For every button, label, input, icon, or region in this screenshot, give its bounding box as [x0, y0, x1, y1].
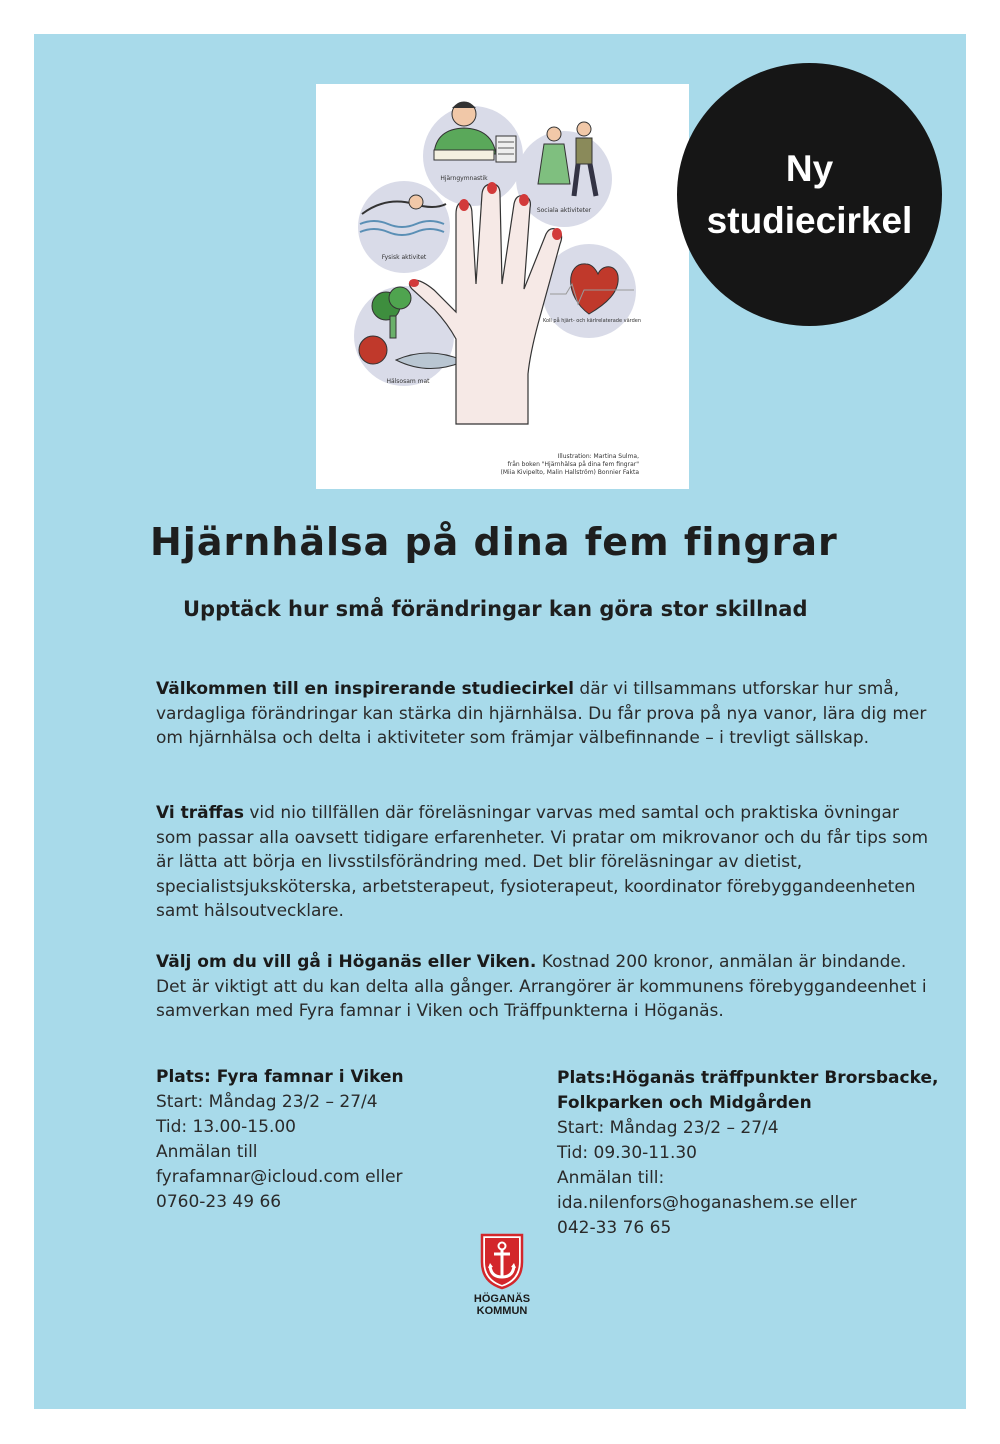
badge-line: Ny [785, 147, 834, 189]
hoganas-details [557, 1066, 957, 1241]
hand-drawing [316, 84, 689, 489]
location-choice-text: Kostnad 200 kronor, anmälan är bindande. Det är viktigt att du kan delta alla gånger. Arrangörer är kommunens förebyggandeenhet i samverkan med Fyra famnar i Viken och Träffpunkterna i Höganäs. [156, 952, 927, 1021]
illustration-credit [439, 453, 639, 477]
viken-time: Tid: 13.00-15.00 [156, 1117, 296, 1137]
welcome-text: där vi tillsammans utforskar hur små, vardagliga förändringar kan stärka din hjärnhälsa. Du får prova på nya vanor, lära dig mer om hjärnhälsa och delta i aktiviteter som främjar välbefinnande – i trevligt sällskap. [156, 679, 927, 748]
hoganas-phone: 042-33 76 65 [557, 1218, 672, 1238]
page-subtitle: Upptäck hur små förändringar kan göra stor skillnad [183, 597, 808, 621]
welcome-paragraph [156, 677, 936, 751]
label-mental: Hjärngymnastik [440, 175, 488, 182]
viken-heading: Plats: Fyra famnar i Viken [156, 1067, 404, 1087]
hoganas-time: Tid: 09.30-11.30 [557, 1143, 697, 1163]
location-choice-lead: Välj om du vill gå i Höganäs eller Viken. [156, 952, 537, 972]
credit-line: från boken "Hjärnhälsa på dina fem fingrar" [507, 461, 639, 468]
credit-line: Illustration: Martina Sulma, [557, 453, 639, 460]
viken-signup: Anmälan till [156, 1142, 258, 1162]
meetings-paragraph [156, 801, 936, 924]
hoganas-heading-cont: Folkparken och Midgården [557, 1093, 812, 1113]
logo-line: KOMMUN [476, 1305, 528, 1317]
badge-line: studiecirkel [706, 199, 913, 241]
label-heart: Koll på hjärt- och kärlrelaterade värden [542, 318, 642, 324]
credit-line: (Miia Kivipelto, Malin Hallström) Bonnier Fakta [500, 469, 639, 476]
viken-phone: 0760-23 49 66 [156, 1192, 282, 1212]
label-physical: Fysisk aktivitet [381, 254, 427, 261]
new-study-circle-badge [677, 63, 942, 326]
location-choice-paragraph [156, 950, 936, 1024]
viken-details [156, 1065, 526, 1215]
page-title: Hjärnhälsa på dina fem fingrar [150, 520, 838, 564]
meetings-lead: Vi träffas [156, 803, 244, 823]
meetings-text: vid nio tillfällen där föreläsningar varvas med samtal och praktiska övningar som passar alla oavsett tidigare erfarenheter. Vi pratar om mikrovanor och du får tips som är lätta att börja en livsstilsförändring med. Det blir föreläsningar av dietist, specialistsjuksköterska, arbetsterapeut, fysioterapeut, koordinator förebyggandeenheten samt hälsoutvecklare. [156, 803, 929, 921]
hoganas-signup: Anmälan till: [557, 1168, 665, 1188]
viken-email: fyrafamnar@icloud.com eller [156, 1167, 403, 1187]
logo-text [452, 1293, 552, 1317]
welcome-lead: Välkommen till en inspirerande studiecirkel [156, 679, 575, 699]
hoganas-email: ida.nilenfors@hoganashem.se eller [557, 1193, 857, 1213]
logo-line: HÖGANÄS [473, 1293, 531, 1305]
viken-start: Start: Måndag 23/2 – 27/4 [156, 1092, 378, 1112]
coat-of-arms-icon [479, 1232, 525, 1290]
municipality-logo [452, 1232, 552, 1317]
hoganas-start: Start: Måndag 23/2 – 27/4 [557, 1118, 779, 1138]
hand-illustration [316, 84, 689, 489]
label-social: Sociala aktiviteter [536, 207, 592, 214]
hoganas-heading: Plats:Höganäs träffpunkter Brorsbacke, [557, 1068, 939, 1088]
label-food: Hälsosam mat [386, 378, 430, 385]
